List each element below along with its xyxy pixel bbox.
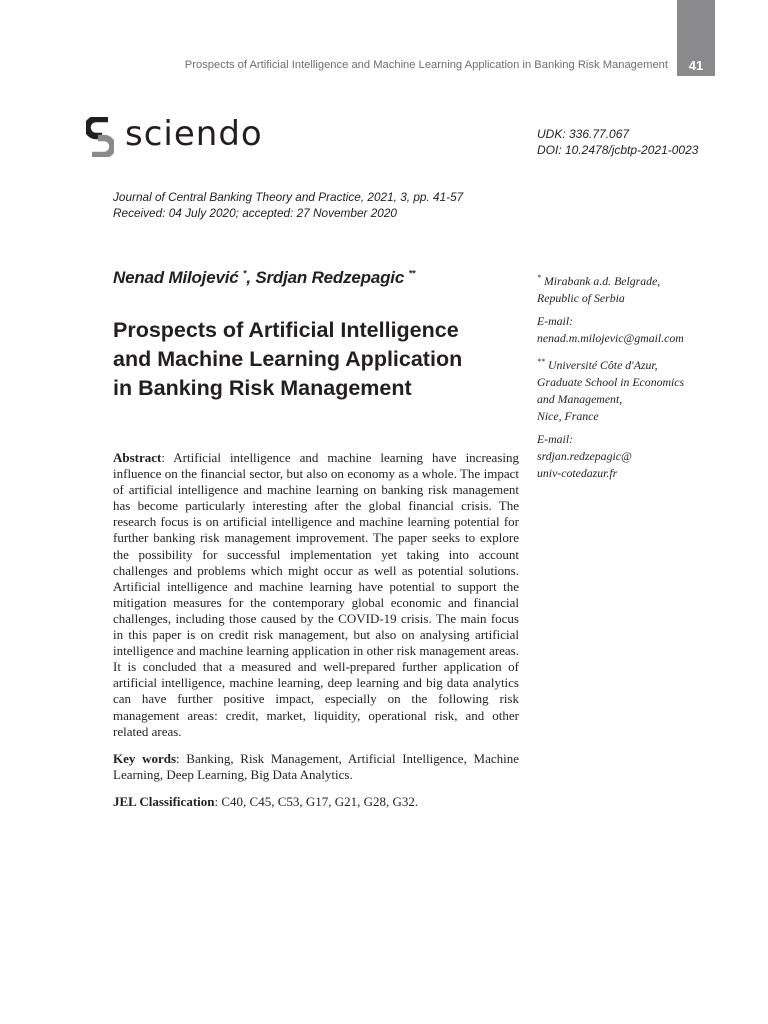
- keywords-text: : Banking, Risk Management, Artificial Intelligence, Machine Learning, Deep Learning, Big Data Analytics.: [113, 750, 519, 782]
- page-number: 41: [688, 58, 704, 73]
- abstract-paragraph: [113, 450, 519, 740]
- jel-text: : C40, C45, C53, G17, G21, G28, G32.: [214, 793, 419, 809]
- title-line-3: in Banking Risk Management: [113, 376, 412, 400]
- paper-title: [113, 316, 523, 403]
- jel-label: JEL Classification: [113, 793, 215, 809]
- received-dates: Received: 04 July 2020; accepted: 27 November 2020: [113, 206, 397, 220]
- affiliation-1-line-1: Mirabank a.d. Belgrade,: [541, 273, 661, 288]
- doi: DOI: 10.2478/jcbtp-2021-0023: [537, 143, 699, 157]
- affiliations: [537, 269, 717, 488]
- affiliation-2-email-line-1: srdjan.redzepagic@: [537, 448, 632, 463]
- jel-paragraph: [113, 794, 519, 810]
- affiliation-1-email-block: [537, 313, 717, 347]
- author-1-footnote-mark: *: [243, 268, 247, 279]
- logo-wordmark: sciendo: [125, 114, 263, 154]
- affiliation-2-email-block: [537, 431, 717, 482]
- keywords-label: Key words: [113, 750, 177, 766]
- affiliation-2-mark: **: [537, 356, 545, 366]
- abstract-section: [113, 450, 519, 821]
- affiliation-2-email-label: E-mail:: [537, 431, 574, 446]
- affiliation-2: [537, 353, 717, 425]
- journal-citation: Journal of Central Banking Theory and Practice, 2021, 3, pp. 41-57: [113, 190, 464, 204]
- affiliation-2-line-4: Nice, France: [537, 408, 599, 423]
- identifiers: [537, 126, 698, 158]
- author-name-1: Nenad Milojević: [113, 268, 239, 287]
- udk-code: UDK: 336.77.067: [537, 127, 630, 141]
- affiliation-2-line-2: Graduate School in Economics: [537, 374, 685, 389]
- page-number-tab: [677, 0, 715, 76]
- title-line-2: and Machine Learning Application: [113, 347, 463, 371]
- running-header: Prospects of Artificial Intelligence and Machine Learning Application in Banking Risk Management: [184, 59, 668, 71]
- affiliation-1-line-2: Republic of Serbia: [537, 290, 625, 305]
- affiliation-2-line-3: and Management,: [537, 391, 623, 406]
- affiliation-2-email-line-2: univ-cotedazur.fr: [537, 465, 618, 480]
- author-2-footnote-mark: **: [408, 268, 416, 279]
- abstract-label: Abstract: [113, 450, 162, 465]
- affiliation-1-email-label: E-mail:: [537, 313, 574, 328]
- author-separator: ,: [246, 268, 256, 287]
- affiliation-1: [537, 269, 717, 307]
- author-name-2: Srdjan Redzepagic: [255, 268, 405, 287]
- sciendo-s-icon: [86, 117, 114, 157]
- affiliation-1-email: nenad.m.milojevic@gmail.com: [537, 330, 684, 345]
- abstract-text: : Artificial intelligence and machine learning have increasing influence on the financial sector, but also on economy as a whole. The impact of artificial intelligence and machine learning on banking risk management has become particularly interesting after the global financial crisis. The research focus is on artificial intelligence and machine learning potential for further banking risk management improvement. The paper seeks to explore the possibility for successful implementation yet taking into account challenges and problems which might occur as well as potential solutions. Artificial intelligence and machine learning have potential to support the mitigation measures for the contemporary global economic and financial challenges, including those caused by the COVID-19 crisis. The main focus in this paper is on credit risk management, but also on analysing artificial intelligence and machine learning application in other risk management areas. It is concluded that a measured and well-prepared further application of artificial intelligence, machine learning, deep learning and big data analytics can have further positive impact, especially on the following risk management areas: credit, market, liquidity, operational risk, and other related areas.: [113, 450, 519, 739]
- author-line: [113, 268, 415, 288]
- journal-info: [113, 189, 463, 221]
- affiliation-2-line-1: Université Côte d'Azur,: [545, 357, 658, 372]
- keywords-paragraph: [113, 751, 519, 783]
- affiliation-1-mark: *: [537, 273, 541, 282]
- title-line-1: Prospects of Artificial Intelligence: [113, 318, 459, 342]
